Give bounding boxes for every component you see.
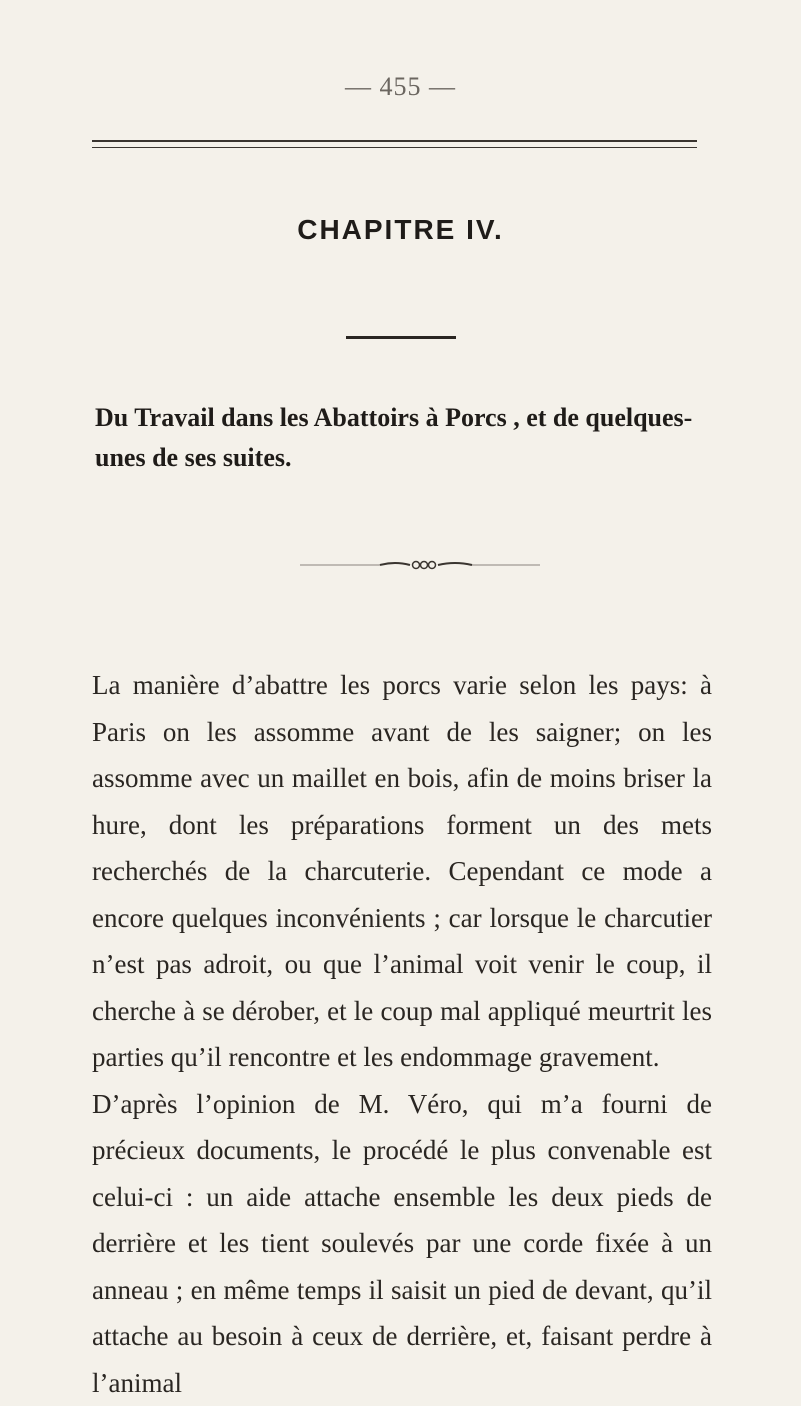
header-double-rule xyxy=(92,140,697,148)
chapter-heading: CHAPITRE IV. xyxy=(0,214,801,246)
ornament-divider xyxy=(300,558,540,572)
chapter-divider xyxy=(346,336,456,339)
page-number: — 455 — xyxy=(0,72,801,102)
paragraph-2: D’après l’opinion de M. Véro, qui m’a fourni de précieux documents, le procédé le plus convenable est celui-ci : un aide attache ensemble les deux pieds de derrière et les tient soulevés par une corde fixée à un anneau ; en même temps il saisit un pied de devant, qu’il attache au besoin à ceux de derrière, et, faisant perdre à l’animal xyxy=(92,1081,712,1406)
section-title: Du Travail dans les Abattoirs à Porcs , et de quelques-unes de ses suites. xyxy=(95,398,715,478)
body-text xyxy=(92,662,712,1406)
paragraph-1: La manière d’abattre les porcs varie selon les pays: à Paris on les assomme avant de les saigner; on les assomme avec un maillet en bois, afin de moins briser la hure, dont les préparations forment un des mets recherchés de la charcuterie. Cependant ce mode a encore quelques inconvénients ; car lorsque le charcutier n’est pas adroit, ou que l’animal voit venir le coup, il cherche à se dérober, et le coup mal appliqué meurtrit les parties qu’il rencontre et les endommage gravement. xyxy=(92,662,712,1081)
